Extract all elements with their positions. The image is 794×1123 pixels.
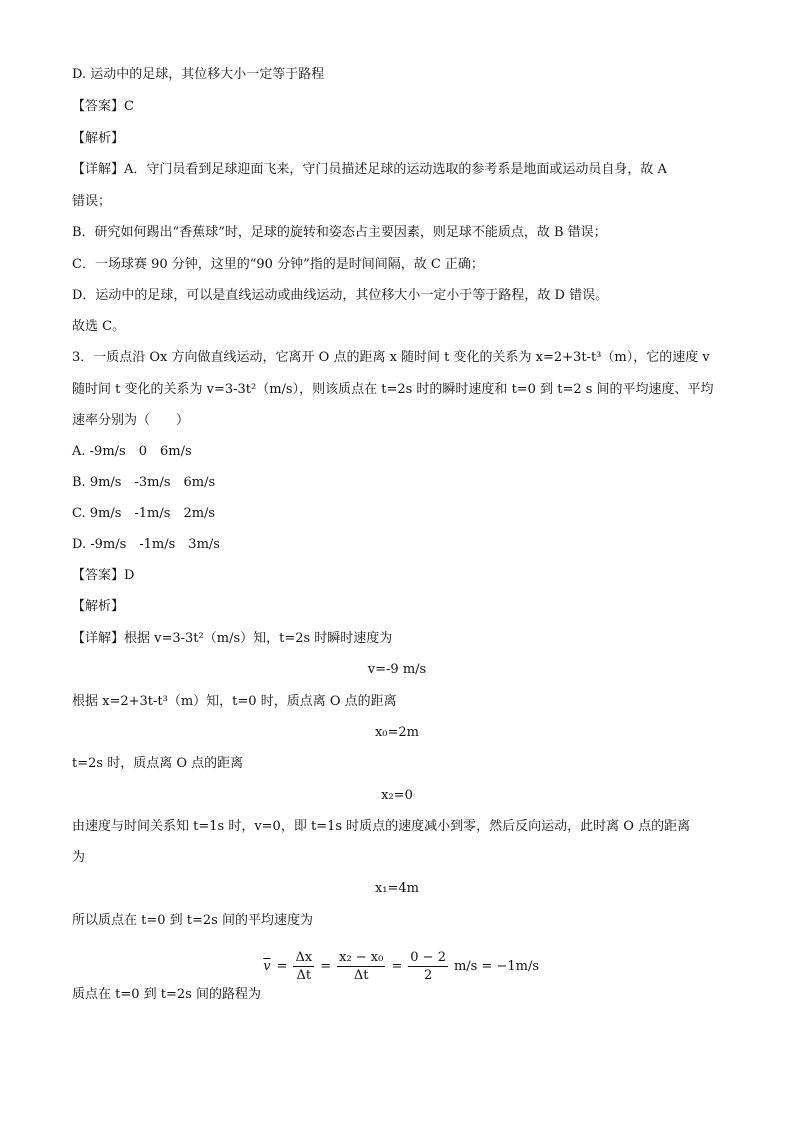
detail-x2: t=2s 时，质点离 O 点的距离 (72, 756, 244, 771)
fraction-3 (408, 951, 448, 982)
formula-eq-2: = (320, 959, 332, 974)
analysis-label-2: 【解析】 (72, 599, 125, 614)
equation-x1: x₁=4m (374, 881, 420, 896)
option-d-line: D. 运动中的足球，其位移大小一定等于路程 (72, 67, 325, 82)
detail-c: C．一场球赛 90 分钟，这里的“90 分钟”指的是时间间隔，故 C 正确； (72, 257, 484, 272)
detail-b: B．研究如何踢出“香蕉球”时，足球的旋转和姿态占主要因素，则足球不能质点，故 B 错误； (72, 225, 607, 240)
question-3-line2: 随时间 t 变化的关系为 v=3-3t²（m/s），则该质点在 t=2s 时的瞬时速度和 t=0 到 t=2 s 间的平均速度、平均 (72, 382, 714, 397)
choice-c: C. 9m/s -1m/s 2m/s (72, 506, 216, 521)
formula-eq-3: = (391, 959, 403, 974)
fraction-1-num: Δx (295, 950, 313, 965)
choice-d: D. -9m/s -1m/s 3m/s (72, 537, 220, 552)
detail-x0: 根据 x=2+3t-t³（m）知，t=0 时，质点离 O 点的距离 (72, 694, 397, 709)
fraction-3-den: 2 (423, 968, 433, 983)
choice-b: B. 9m/s -3m/s 6m/s (72, 475, 216, 490)
detail-d: D．运动中的足球，可以是直线运动或曲线运动，其位移大小一定小于等于路程，故 D 错误。 (72, 288, 609, 303)
distance-intro: 质点在 t=0 到 t=2s 间的路程为 (72, 987, 261, 1002)
analysis-label: 【解析】 (72, 131, 125, 146)
equation-x0: x₀=2m (374, 725, 420, 740)
question-3-line3: 速率分别为（ ） (72, 413, 190, 428)
average-velocity-intro: 所以质点在 t=0 到 t=2s 间的平均速度为 (72, 913, 313, 928)
fraction-3-num: 0 − 2 (410, 950, 446, 965)
detail-a: 【详解】A．守门员看到足球迎面飞来，守门员描述足球的运动选取的参考系是地面或运动员自身，故 A (72, 162, 667, 177)
question-3-line1: 3．一质点沿 Ox 方向做直线运动，它离开 O 点的距离 x 随时间 t 变化的关系为 x=2+3t-t³（m），它的速度 v (72, 350, 710, 365)
detail-velocity: 【详解】根据 v=3-3t²（m/s）知，t=2s 时瞬时速度为 (72, 631, 393, 646)
detail-x1: 由速度与时间关系知 t=1s 时，v=0，即 t=1s 时质点的速度减小到零，然后反向运动，此时离 O 点的距离 (72, 819, 691, 834)
formula-result: m/s = −1m/s (453, 959, 540, 974)
formula-eq-1: = (276, 959, 288, 974)
formula-lhs: $\overline{v}$ (263, 959, 271, 974)
equation-v: v=-9 m/s (367, 662, 427, 677)
detail-a-cont: 错误； (72, 194, 112, 209)
answer-label: 【答案】C (72, 99, 134, 114)
detail-x1-cont: 为 (72, 850, 86, 865)
equation-x2: x₂=0 (381, 788, 413, 803)
average-velocity-formula (0, 938, 794, 982)
fraction-2-den: Δt (353, 968, 369, 983)
conclusion: 故选 C。 (72, 319, 126, 334)
choice-a: A. -9m/s 0 6m/s (72, 444, 192, 459)
answer-label-2: 【答案】D (72, 568, 135, 583)
fraction-2 (337, 951, 385, 982)
fraction-1 (293, 951, 314, 982)
fraction-2-num: x₂ − x₀ (339, 950, 384, 965)
fraction-1-den: Δt (296, 968, 312, 983)
